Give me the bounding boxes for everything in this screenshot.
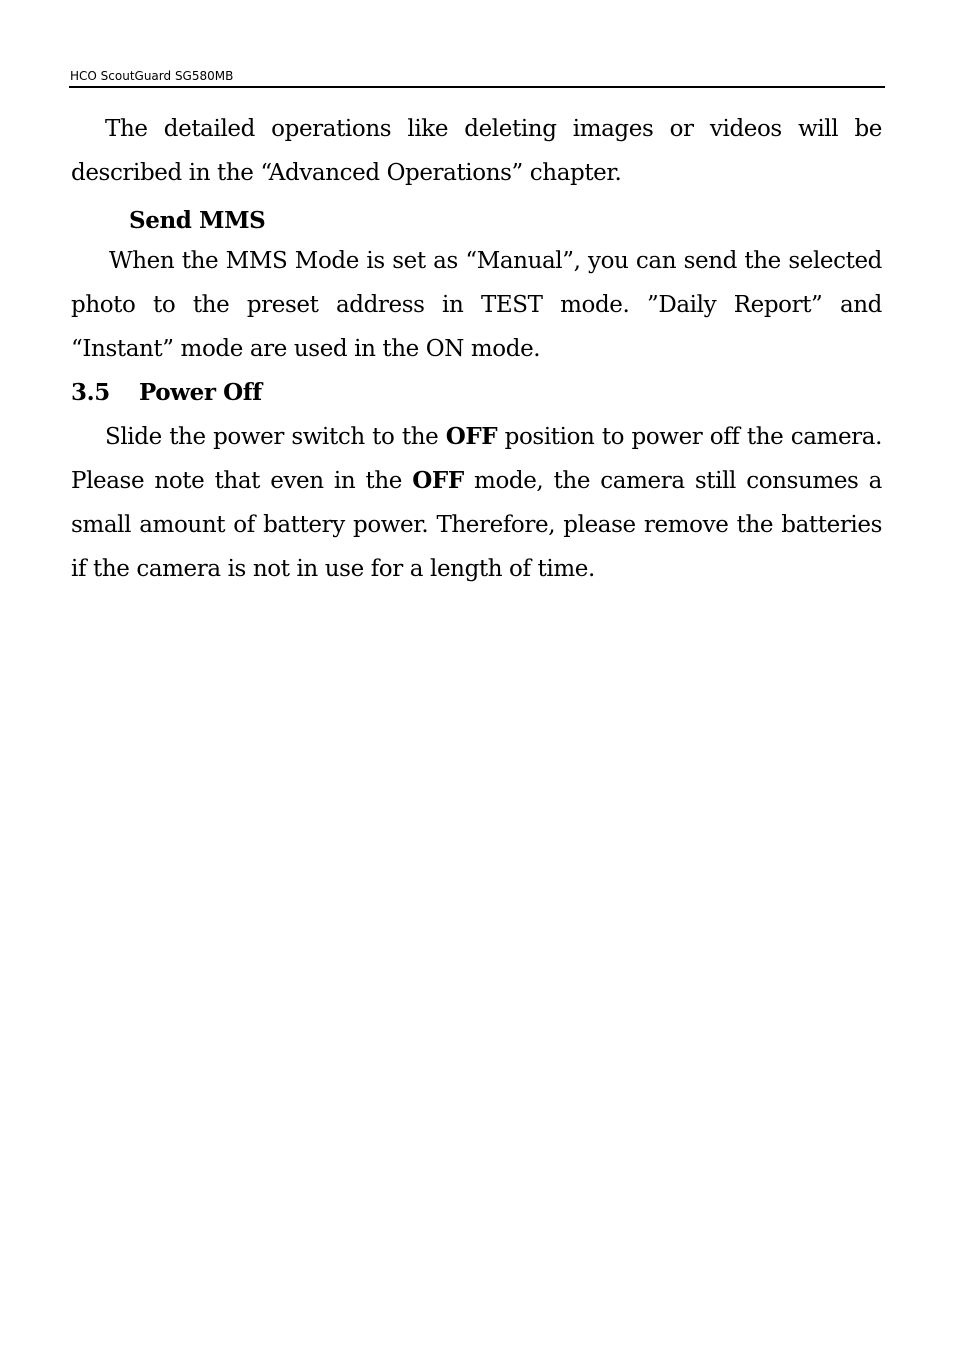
power-off-text-2: position to power off the camera. Please note that even in the <box>71 424 882 494</box>
off-keyword-2: OFF <box>412 467 464 494</box>
section-number: 3.5 <box>71 379 110 406</box>
power-off-text-1: Slide the power switch to the <box>105 424 446 450</box>
page-content <box>71 107 882 591</box>
send-mms-heading: Send MMS <box>129 207 266 234</box>
power-off-text-3: mode, the camera still consumes a small amount of battery power. Therefore, please remove the batteries if the camera is not in use for a length of time. <box>71 468 882 582</box>
header-divider <box>69 86 885 88</box>
running-header: HCO ScoutGuard SG580MB <box>70 69 234 83</box>
send-mms-paragraph: When the MMS Mode is set as “Manual”, you can send the selected photo to the preset address in TEST mode. ”Daily Report” and “Instant” mode are used in the ON mode. <box>71 248 882 362</box>
power-off-paragraph <box>71 415 882 591</box>
intro-paragraph: The detailed operations like deleting images or videos will be described in the “Advanced Operations” chapter. <box>71 116 882 186</box>
section-heading-power-off <box>71 371 882 415</box>
off-keyword-1: OFF <box>445 423 498 450</box>
section-title: Power Off <box>139 379 262 406</box>
